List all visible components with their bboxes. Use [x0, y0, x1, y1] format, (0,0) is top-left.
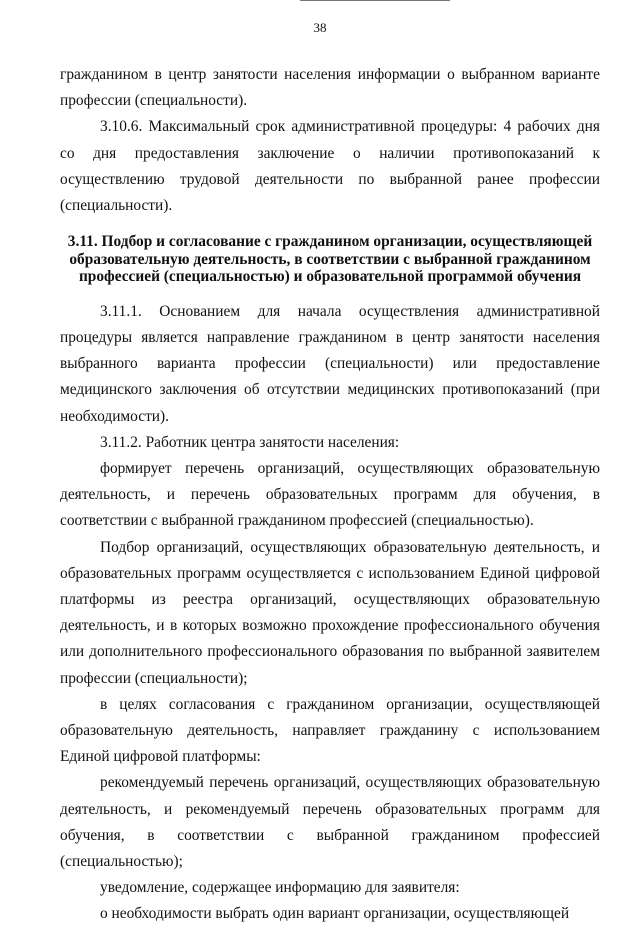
paragraph-recommended-list: рекомендуемый перечень организаций, осуществляющих образовательную деятельность, и рекомендуемый перечень образовательных программ для обучения, в соответствии с выбранной гражданином профессией (специальностью); — [60, 774, 600, 870]
paragraph-3-11-1: 3.11.1. Основанием для начала осуществления административной процедуры является направление гражданином в центр занятости населения выбранного варианта профессии (специальности) или предоставление медицинского заключения об отсутствии медицинских противопоказаний (при необходимости). — [60, 302, 600, 425]
paragraph-3-11-2: 3.11.2. Работник центра занятости населения: — [100, 433, 400, 451]
page-number: 38 — [313, 20, 327, 35]
paragraph-forms-list: формирует перечень организаций, осуществляющих образовательную деятельность, и перечень образовательных программ для обучения, в соответствии с выбранной гражданином профессией (специальностью). — [60, 459, 600, 530]
paragraph-agreement-purpose: в целях согласования с гражданином организации, осуществляющей образовательную деятельность, направляет гражданину с использованием Единой цифровой платформы: — [60, 695, 600, 766]
paragraph-need-to-choose: о необходимости выбрать один вариант организации, осуществляющей — [100, 905, 570, 923]
scan-edge-line — [300, 0, 450, 1]
section-heading-3-11: 3.11. Подбор и согласование с гражданином организации, осуществляющей образовательную деятельность, в соответствии с выбранной гражданином профессией (специальностью) и образовательной программой обучения — [67, 233, 593, 286]
document-body — [60, 62, 600, 928]
paragraph-continuation: гражданином в центр занятости населения информации о выбранном варианте профессии (специальности). — [60, 66, 600, 110]
paragraph-selection-of-organizations: Подбор организаций, осуществляющих образовательную деятельность, и образовательных программ осуществляется с использованием Единой цифровой платформы из реестра организаций, осуществляющих образовательную деятельность, и в которых возможно прохождение профессионального обучения или дополнительного профессионального образования по выбранной заявителем профессии (специальности); — [60, 538, 600, 687]
paragraph-3-10-6: 3.10.6. Максимальный срок административной процедуры: 4 рабочих дня со дня предоставления заключение о наличии противопоказаний к осуществлению трудовой деятельности по выбранной ранее профессии (специальности). — [60, 118, 600, 215]
paragraph-notification: уведомление, содержащее информацию для заявителя: — [100, 879, 460, 897]
